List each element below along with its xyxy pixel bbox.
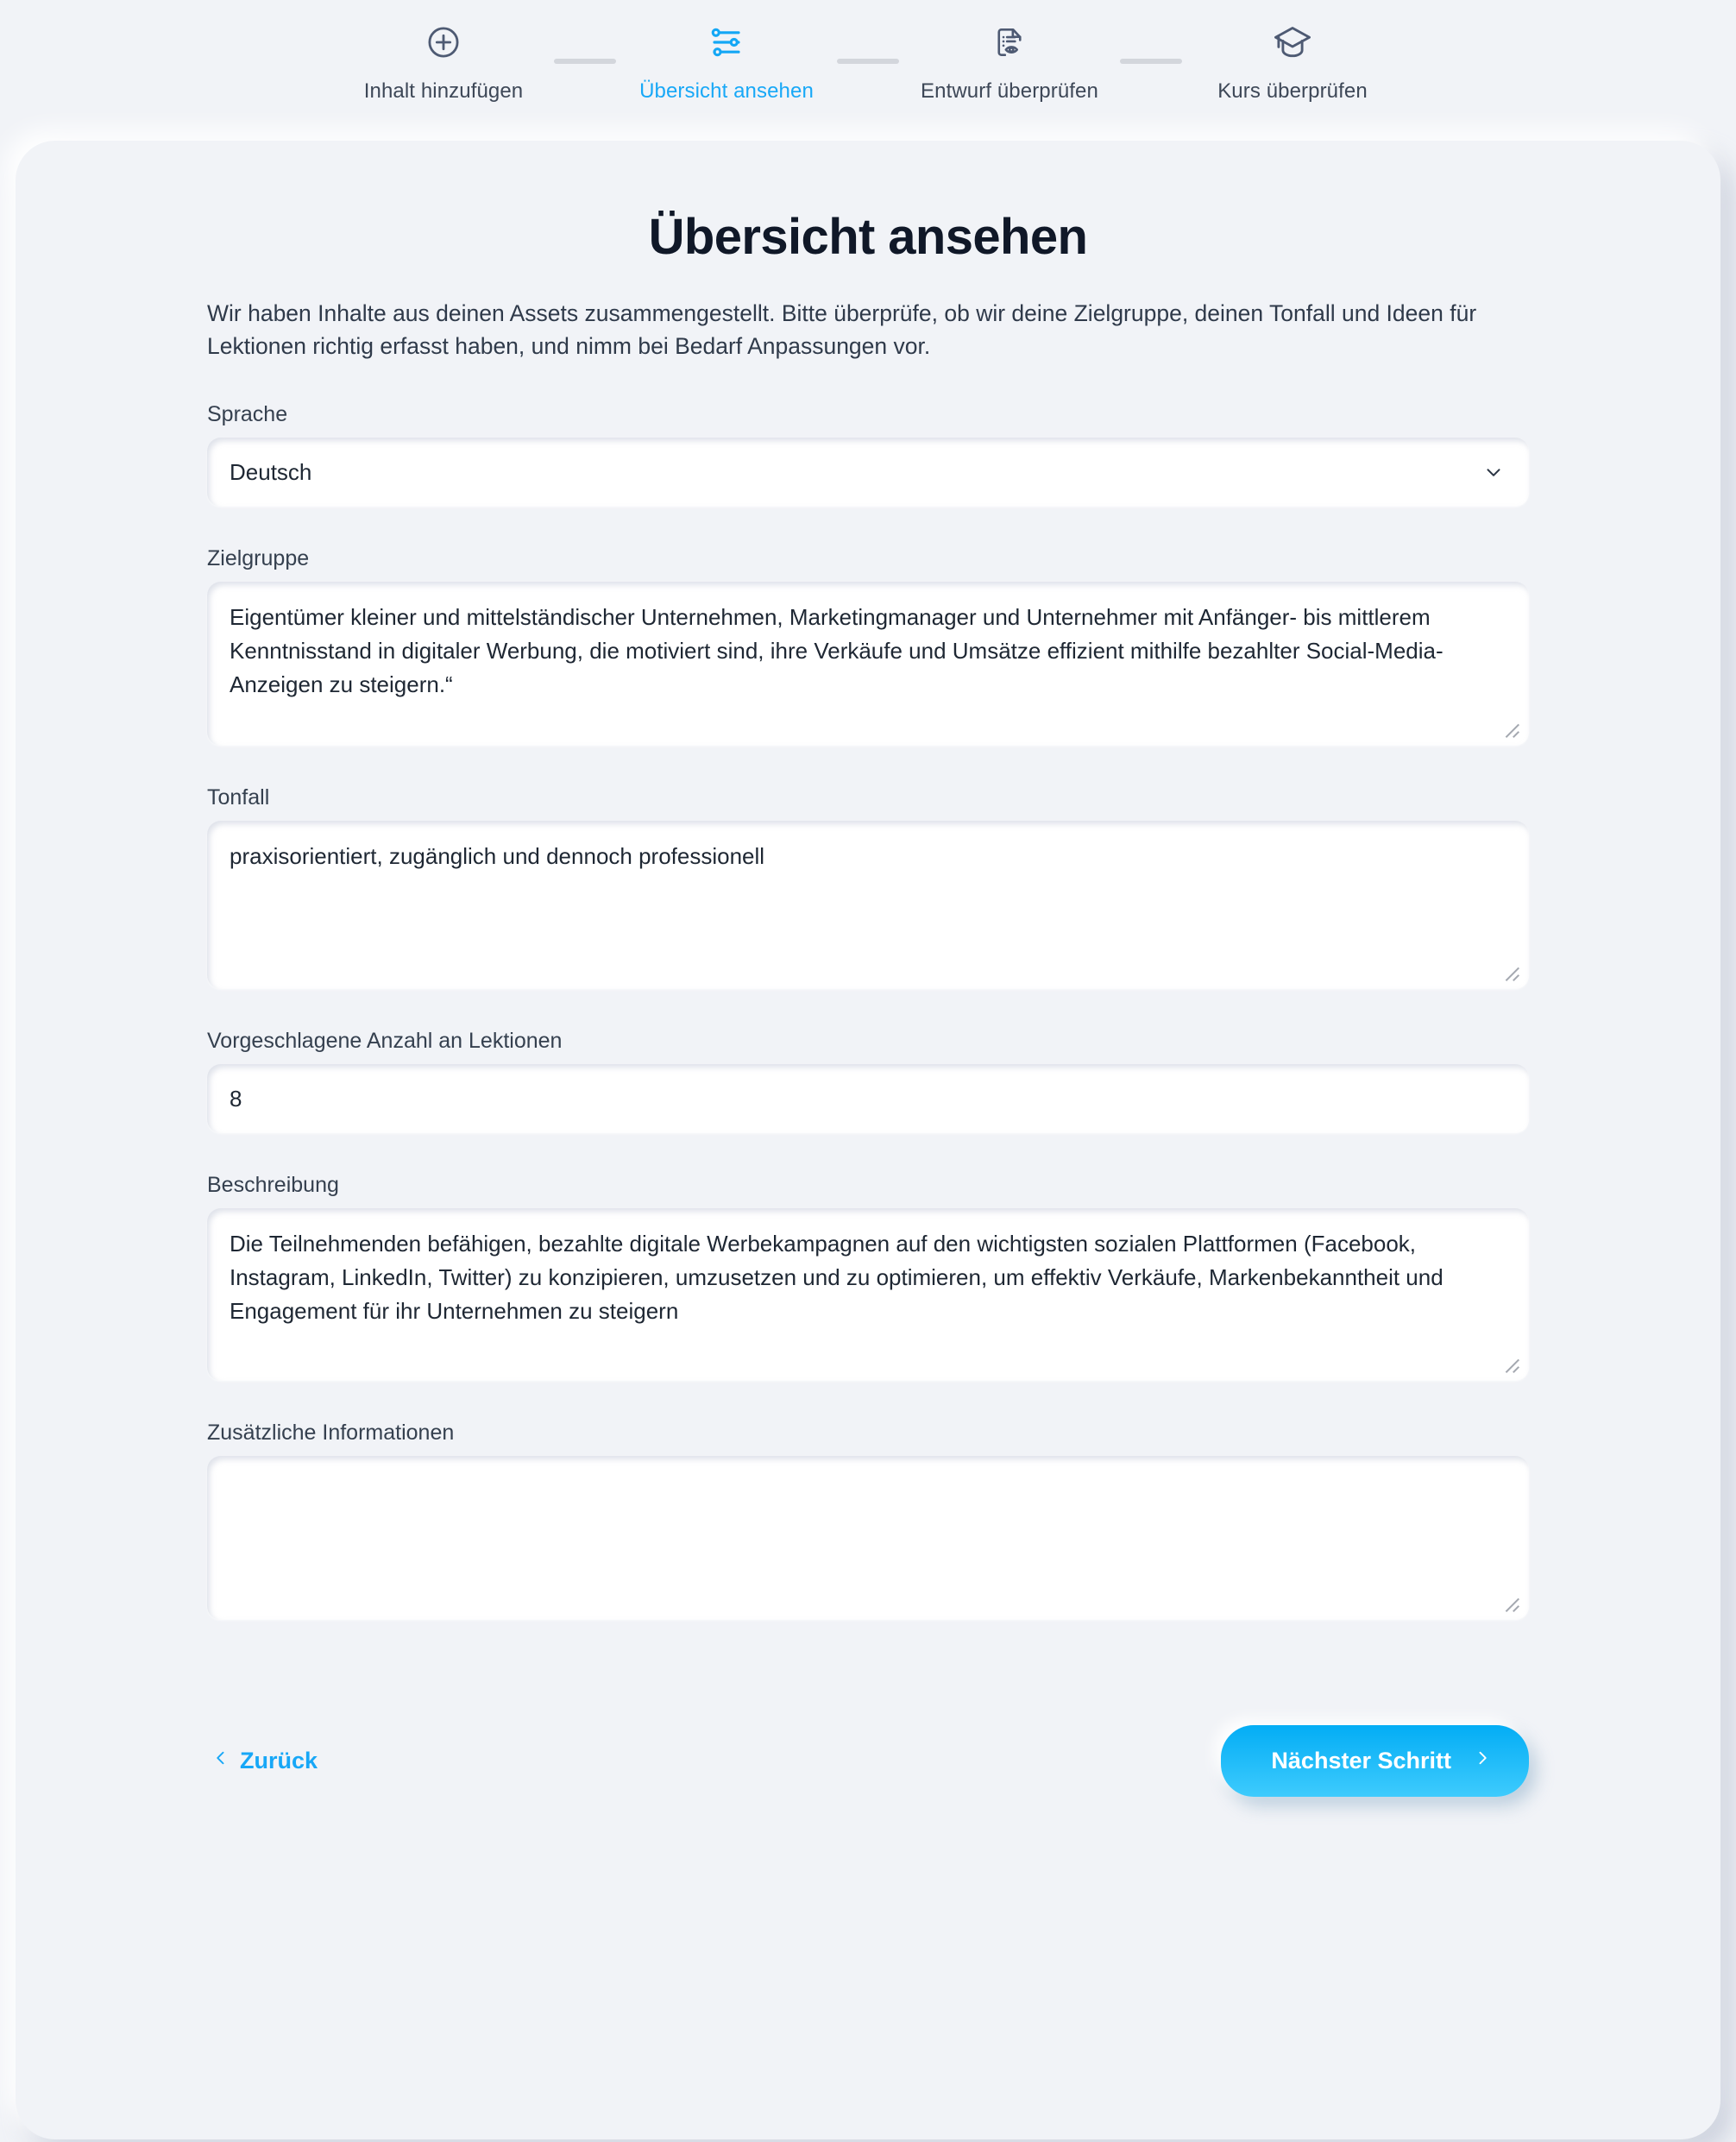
tone-label: Tonfall <box>207 785 270 810</box>
overview-card <box>16 141 1720 2139</box>
back-button-label: Zurück <box>240 1748 318 1774</box>
field-lesson-count <box>207 1029 1529 1133</box>
step-connector-3 <box>1120 59 1182 64</box>
lesson-count-input[interactable] <box>207 1064 1529 1133</box>
progress-stepper <box>0 0 1736 104</box>
page-title: Übersicht ansehen <box>648 209 1088 265</box>
audience-label: Zielgruppe <box>207 546 310 571</box>
language-label: Sprache <box>207 402 288 427</box>
field-language <box>207 402 1529 507</box>
page-subtitle: Wir haben Inhalte aus deinen Assets zusammengestellt. Bitte überprüfe, ob wir deine Zielgruppe, deinen Tonfall und Ideen für Lektionen richtig erfasst haben, und nimm bei Bedarf Anpassungen vor. <box>207 300 1477 360</box>
lesson-count-label: Vorgeschlagene Anzahl an Lektionen <box>207 1029 563 1054</box>
step-uebersicht-ansehen[interactable] <box>626 16 827 104</box>
field-tone <box>207 785 1529 989</box>
step-entwurf-ueberpruefen[interactable] <box>909 16 1110 104</box>
additional-info-textarea[interactable] <box>207 1456 1529 1620</box>
document-eye-icon <box>991 16 1028 69</box>
next-step-button[interactable] <box>1221 1725 1529 1797</box>
step-label: Kurs überprüfen <box>1217 79 1368 103</box>
field-audience <box>207 546 1529 746</box>
step-label: Entwurf überprüfen <box>921 79 1098 103</box>
step-inhalt-hinzufuegen[interactable] <box>343 16 544 104</box>
tone-textarea[interactable] <box>207 821 1529 989</box>
step-connector-1 <box>554 59 616 64</box>
plus-circle-icon <box>425 16 462 69</box>
audience-textarea[interactable] <box>207 582 1529 746</box>
back-button[interactable] <box>207 1747 318 1775</box>
chevron-right-icon <box>1474 1747 1491 1775</box>
step-kurs-ueberpruefen[interactable] <box>1192 16 1393 104</box>
next-step-button-label: Nächster Schritt <box>1271 1748 1451 1774</box>
chevron-left-icon <box>212 1747 230 1775</box>
description-textarea[interactable] <box>207 1208 1529 1381</box>
additional-info-label: Zusätzliche Informationen <box>207 1421 455 1446</box>
card-footer <box>207 1725 1529 1797</box>
field-additional-info <box>207 1421 1529 1620</box>
step-label: Übersicht ansehen <box>639 79 814 103</box>
sliders-icon <box>708 16 745 69</box>
description-label: Beschreibung <box>207 1173 339 1198</box>
language-select[interactable] <box>207 438 1529 507</box>
step-label: Inhalt hinzufügen <box>363 79 524 103</box>
graduation-cap-icon <box>1273 16 1312 69</box>
field-description <box>207 1173 1529 1381</box>
step-connector-2 <box>837 59 899 64</box>
